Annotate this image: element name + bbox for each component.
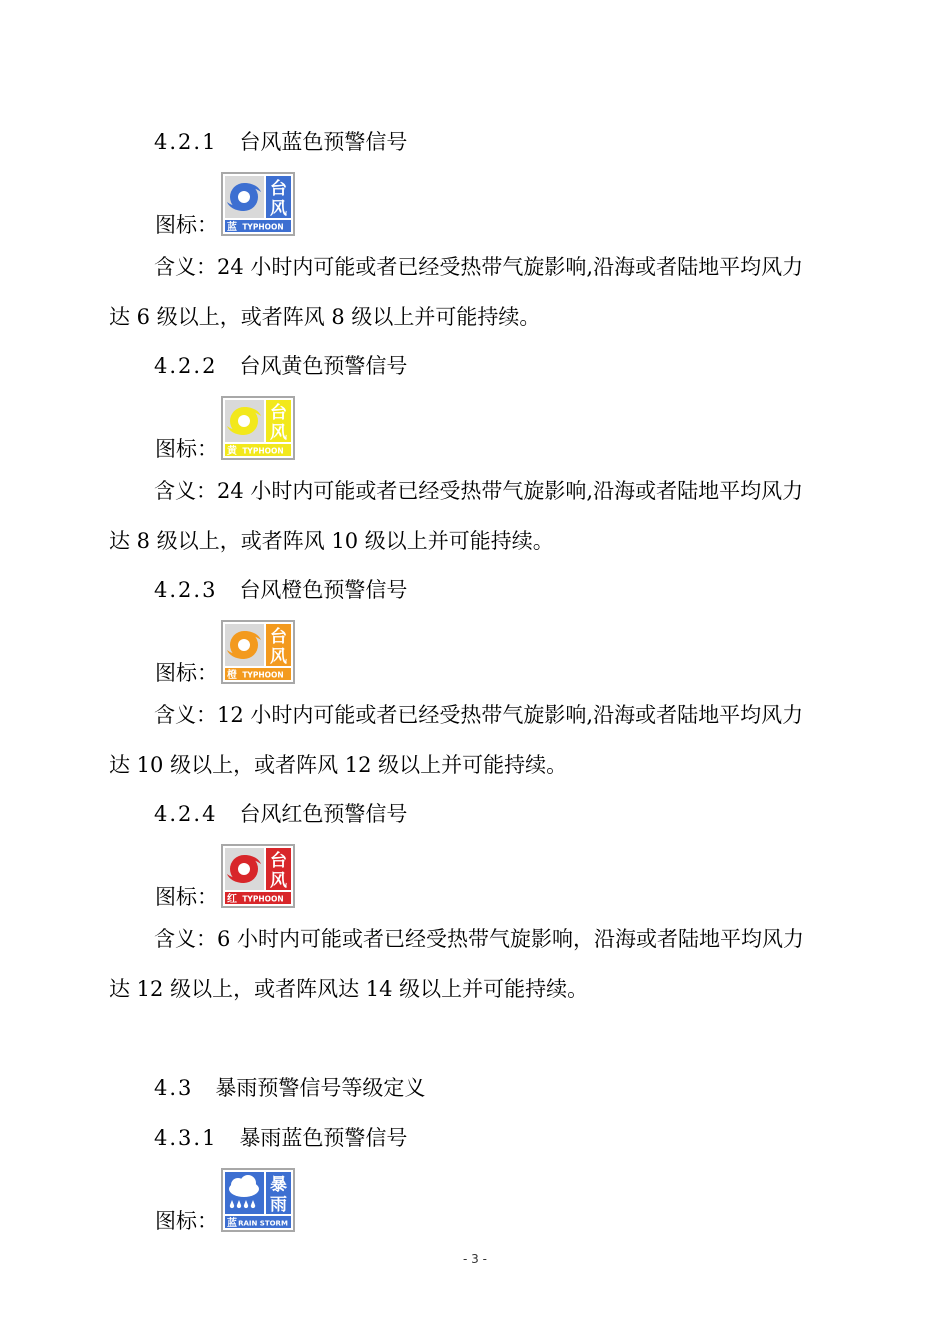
icon-char-1: 台 <box>270 403 287 423</box>
section-number: 4.2.3 <box>154 578 218 602</box>
icon-english-text: RAIN STORM <box>238 1219 288 1228</box>
typhoon-swirl-symbol <box>225 400 264 442</box>
section-title: 台风橙色预警信号 <box>239 578 408 602</box>
icon-char-2: 风 <box>270 871 287 891</box>
icon-label: 图标： <box>155 885 218 909</box>
rainstorm-blue-icon <box>221 1168 295 1232</box>
icon-level-text: 红 <box>227 894 237 905</box>
meaning-line-2: 达 12 级以上，或者阵风达 14 级以上并可能持续。 <box>109 977 589 1001</box>
section-title: 暴雨预警信号等级定义 <box>215 1076 426 1100</box>
section-heading-4-2-2 <box>154 354 407 378</box>
icon-char-1: 台 <box>270 851 287 871</box>
icon-char-2: 风 <box>270 423 287 443</box>
section-number: 4.2.2 <box>154 354 218 378</box>
section-title: 台风红色预警信号 <box>239 802 408 826</box>
section-number: 4.2.4 <box>154 802 218 826</box>
icon-char-1: 暴 <box>270 1175 287 1195</box>
icon-label: 图标： <box>155 213 218 237</box>
icon-label: 图标： <box>155 661 218 685</box>
section-heading-4-2-4 <box>154 802 407 826</box>
typhoon-swirl-symbol <box>225 624 264 666</box>
icon-level-text: 蓝 <box>227 1218 237 1229</box>
meaning-line-1: 含义：24 小时内可能或者已经受热带气旋影响,沿海或者陆地平均风力 <box>154 479 804 503</box>
section-heading-4-2-1 <box>154 130 407 154</box>
section-title: 暴雨蓝色预警信号 <box>239 1126 408 1150</box>
typhoon-yellow-icon <box>221 396 295 460</box>
meaning-line-2: 达 10 级以上，或者阵风 12 级以上并可能持续。 <box>109 753 568 777</box>
rain-cloud-symbol <box>225 1172 264 1214</box>
page-number: - 3 - <box>463 1252 487 1266</box>
section-title: 台风蓝色预警信号 <box>239 130 408 154</box>
section-heading-4-3-1 <box>154 1126 407 1150</box>
icon-label: 图标： <box>155 1209 218 1233</box>
section-number: 4.2.1 <box>154 130 218 154</box>
meaning-line-1: 含义：12 小时内可能或者已经受热带气旋影响,沿海或者陆地平均风力 <box>154 703 804 727</box>
icon-char-1: 台 <box>270 179 287 199</box>
typhoon-orange-icon <box>221 620 295 684</box>
typhoon-swirl-symbol <box>225 848 264 890</box>
icon-english-text: TYPHOON <box>242 446 284 456</box>
icon-char-2: 风 <box>270 199 287 219</box>
section-number: 4.3.1 <box>154 1126 218 1150</box>
section-number: 4.3 <box>154 1076 194 1100</box>
meaning-line-2: 达 8 级以上，或者阵风 10 级以上并可能持续。 <box>109 529 554 553</box>
section-heading-4-2-3 <box>154 578 407 602</box>
icon-char-2: 风 <box>270 647 287 667</box>
icon-char-1: 台 <box>270 627 287 647</box>
icon-char-2: 雨 <box>270 1195 287 1215</box>
section-heading-4-3 <box>154 1076 425 1100</box>
typhoon-blue-icon <box>221 172 295 236</box>
icon-english-text: TYPHOON <box>242 894 284 904</box>
icon-level-text: 蓝 <box>227 222 237 233</box>
icon-level-text: 黄 <box>227 446 237 457</box>
meaning-line-1: 含义：6 小时内可能或者已经受热带气旋影响，沿海或者陆地平均风力 <box>154 927 805 951</box>
typhoon-red-icon <box>221 844 295 908</box>
icon-english-text: TYPHOON <box>242 222 284 232</box>
icon-level-text: 橙 <box>227 670 237 681</box>
icon-label: 图标： <box>155 437 218 461</box>
section-title: 台风黄色预警信号 <box>239 354 408 378</box>
typhoon-swirl-symbol <box>225 176 264 218</box>
icon-english-text: TYPHOON <box>242 670 284 680</box>
meaning-line-1: 含义：24 小时内可能或者已经受热带气旋影响,沿海或者陆地平均风力 <box>154 255 804 279</box>
meaning-line-2: 达 6 级以上，或者阵风 8 级以上并可能持续。 <box>109 305 541 329</box>
